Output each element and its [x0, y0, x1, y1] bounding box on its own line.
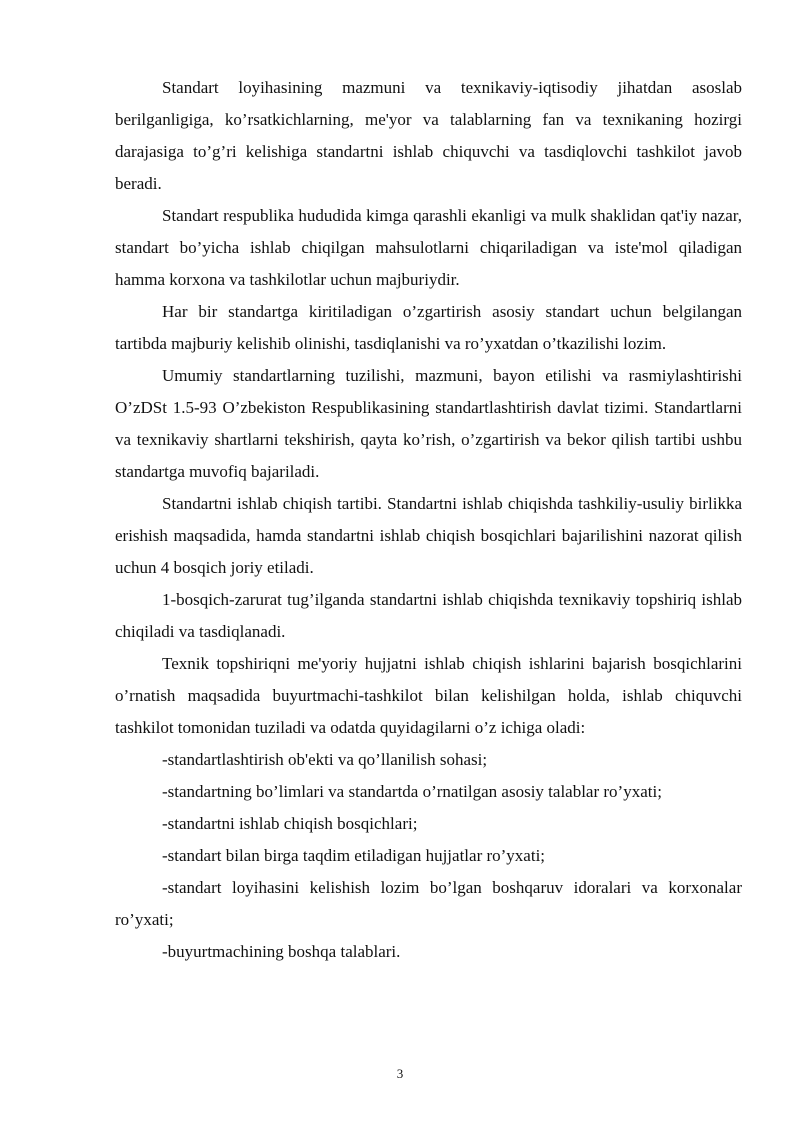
paragraph-stage-one: 1-bosqich-zarurat tug’ilganda standartni ishlab chiqishda texnikaviy topshiriq ishlab chiqiladi va tasdiqlanadi. — [115, 590, 742, 641]
paragraph-development-procedure: Standartni ishlab chiqish tartibi. Standartni ishlab chiqishda tashkiliy-usuliy birlikka erishish maqsadida, hamda standartni ishlab chiqish bosqichlari bajarilishini nazorat qilish uchun 4 bosqich joriy etiladi. — [115, 494, 742, 577]
list-item-customer-requirements: -buyurtmachining boshqa talablari. — [162, 942, 401, 961]
list-item-sections-requirements: -standartning bo’limlari va standartda o’rnatilgan asosiy talablar ro’yxati; — [162, 782, 662, 801]
document-page — [115, 72, 742, 968]
list-item-accompanying-documents: -standart bilan birga taqdim etiladigan hujjatlar ro’yxati; — [162, 846, 546, 865]
paragraph-general-standards: Umumiy standartlarning tuzilishi, mazmuni, bayon etilishi va rasmiylashtirishi O’zDSt 1.5-93 O’zbekiston Respublikasining standartlashtirish davlat tizimi. Standartlarni va texnikaviy shartlarni tekshirish, qayta ko’rish, o’zgartirish va bekor qilish tartibi ushbu standartga muvofiq bajariladi. — [115, 366, 742, 481]
paragraph-amendment-approval: Har bir standartga kiritiladigan o’zgartirish asosiy standart uchun belgilangan tartibda majburiy kelishib olinishi, tasdiqlanishi va ro’yxatdan o’tkazilishi lozim. — [115, 302, 742, 353]
paragraph-mandatory-scope: Standart respublika hududida kimga qarashli ekanligi va mulk shaklidan qat'iy nazar, standart bo’yicha ishlab chiqilgan mahsulotlarni chiqariladigan va iste'mol qiladigan hamma korxona va tashkilotlar uchun majburiydir. — [115, 206, 742, 289]
page-number: 3 — [396, 1066, 404, 1081]
list-item-object-scope: -standartlashtirish ob'ekti va qo’llanilish sohasi; — [162, 750, 488, 769]
list-item-coordinating-bodies: -standart loyihasini kelishish lozim bo’lgan boshqaruv idoralari va korxonalar ro’yxati; — [115, 878, 742, 929]
paragraph-standard-responsibility: Standart loyihasining mazmuni va texnikaviy-iqtisodiy jihatdan asoslab berilganligiga, ko’rsatkichlarning, me'yor va talablarning fan va texnikaning hozirgi darajasiga to’g’ri kelishiga standartni ishlab chiquvchi va tasdiqlovchi tashkilot javob beradi. — [115, 78, 742, 193]
list-item-development-stages: -standartni ishlab chiqish bosqichlari; — [162, 814, 418, 833]
paragraph-technical-assignment: Texnik topshiriqni me'yoriy hujjatni ishlab chiqish ishlarini bajarish bosqichlarini o’rnatish maqsadida buyurtmachi-tashkilot bilan kelishilgan holda, ishlab chiquvchi tashkilot tomonidan tuziladi va odatda quyidagilarni o’z ichiga oladi: — [115, 654, 742, 737]
